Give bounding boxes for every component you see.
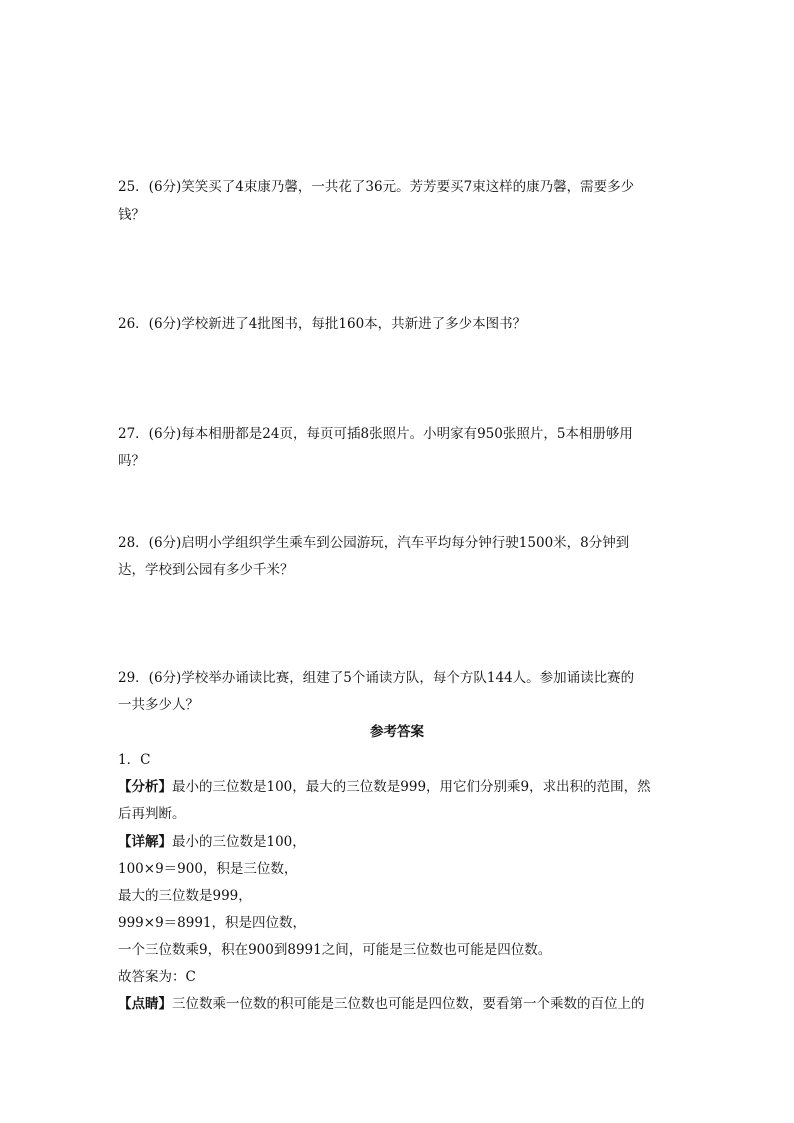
comment-text-1: 三位数乘一位数的积可能是三位数也可能是四位数，要看第一个乘数的百位上的 (172, 996, 645, 1012)
question-26-line-1: 26．(6分)学校新进了4批图书，每批160本，共新进了多少本图书？ (118, 316, 527, 332)
answers-heading: 参考答案 (370, 724, 424, 740)
detail-line-2: 100×9＝900，积是三位数， (118, 861, 298, 877)
comment-line-1 (118, 994, 645, 1014)
analysis-text-1: 最小的三位数是100，最大的三位数是999，用它们分别乘9，求出积的范围，然 (172, 779, 651, 795)
detail-tag: 【详解】 (118, 834, 172, 850)
analysis-line-2: 后再判断。 (118, 806, 186, 822)
question-28-line-2: 达，学校到公园有多少千米？ (118, 562, 294, 578)
question-27-line-1: 27．(6分)每本相册都是24页，每页可插8张照片。小明家有950张照片，5本相册够用 (118, 426, 633, 442)
answer-item-1: 1．C (118, 752, 151, 768)
question-25-line-2: 钱？ (118, 207, 145, 223)
detail-line-4: 999×9＝8991，积是四位数， (118, 915, 307, 931)
question-27-line-2: 吗？ (118, 453, 145, 469)
detail-line-5: 一个三位数乘9，积在900到8991之间，可能是三位数也可能是四位数。 (118, 942, 552, 958)
question-29-line-1: 29．(6分)学校举办诵读比赛，组建了5个诵读方队，每个方队144人。参加诵读比赛的 (118, 670, 635, 686)
detail-line-1 (118, 832, 306, 852)
question-25-line-1: 25．(6分)笑笑买了4束康乃馨，一共花了36元。芳芳要买7束这样的康乃馨，需要多少 (118, 179, 635, 195)
detail-text-1: 最小的三位数是100， (172, 834, 306, 850)
final-answer: 故答案为：C (118, 969, 196, 985)
question-28-line-1: 28．(6分)启明小学组织学生乘车到公园游玩，汽车平均每分钟行驶1500米，8分钟到 (118, 535, 630, 551)
question-29-line-2: 一共多少人？ (118, 697, 199, 713)
analysis-line-1 (118, 777, 651, 797)
comment-tag: 【点睛】 (118, 996, 172, 1012)
detail-line-3: 最大的三位数是999， (118, 888, 252, 904)
analysis-tag: 【分析】 (118, 779, 172, 795)
